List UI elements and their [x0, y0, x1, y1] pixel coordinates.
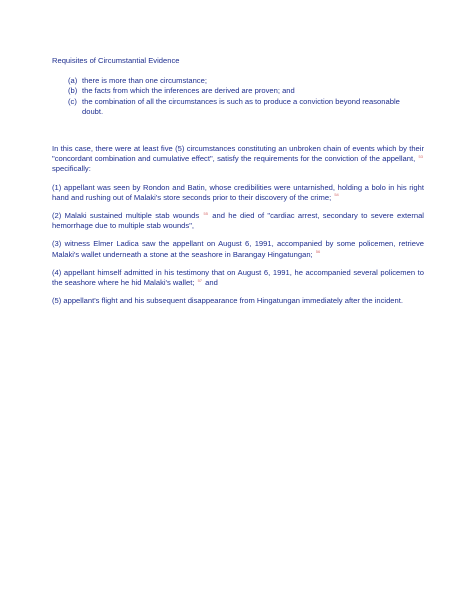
paragraph-text: (5) appellant's flight and his subsequent disappearance from Hingatungan immediately after the incident. — [52, 296, 403, 306]
paragraph-text: (4) appellant himself admitted in his testimony that on August 6, 1991, he accompanied several policemen to the seashore where he hid Malaki's wallet; — [52, 267, 424, 288]
list-marker: (a) — [68, 76, 78, 86]
list-item-text: the combination of all the circumstances is such as to produce a conviction beyond reasonable doubt. — [82, 96, 400, 116]
list-item — [68, 97, 424, 117]
paragraph-text: (3) witness Elmer Ladica saw the appellant on August 6, 1991, accompanied by some policemen, retrieve Malaki's wallet underneath a stone at the seashore in Barangay Hingatungan; — [52, 239, 424, 259]
document-page — [52, 56, 424, 314]
circumstance-paragraph — [52, 296, 424, 306]
paragraph-tail: and — [205, 278, 218, 288]
list-marker: (b) — [68, 86, 78, 96]
list-item — [68, 86, 424, 96]
footnote-link[interactable]: 56 — [315, 249, 321, 255]
paragraph-tail: specifically: — [52, 164, 91, 174]
paragraph-tail: and he died of "cardiac arrest, secondary to severe external hemorrhage due to multiple stab wounds", — [52, 211, 424, 231]
paragraph-text: (1) appellant was seen by Rondon and Batin, whose credibilities were untarnished, holding a bolo in his right hand and rushing out of Malaki's store seconds prior to their discovery of the crime; — [52, 182, 424, 202]
requisites-list — [52, 76, 424, 117]
list-item — [68, 76, 424, 86]
paragraph-text: (2) Malaki sustained multiple stab wounds — [52, 211, 200, 221]
footnote-link[interactable]: 55 — [203, 210, 208, 216]
footnote-link[interactable]: 57 — [197, 277, 203, 283]
section-heading: Requisites of Circumstantial Evidence — [52, 56, 180, 65]
circumstance-paragraph — [52, 211, 424, 231]
circumstance-paragraph — [52, 239, 424, 259]
intro-paragraph — [52, 144, 424, 175]
list-item-text: there is more than one circumstance; — [82, 76, 207, 86]
list-item-text: the facts from which the inferences are derived are proven; and — [82, 86, 295, 96]
paragraph-text: In this case, there were at least five (5) circumstances constituting an unbroken chain of events which by their "concordant combination and cumulative effect", satisfy the requirements for the conviction of the appellant, — [52, 144, 424, 164]
footnote-link[interactable]: 54 — [334, 192, 339, 198]
circumstance-paragraph — [52, 183, 424, 203]
list-marker: (c) — [68, 96, 77, 106]
footnote-link[interactable]: 53 — [418, 153, 423, 159]
circumstance-paragraph — [52, 268, 424, 288]
